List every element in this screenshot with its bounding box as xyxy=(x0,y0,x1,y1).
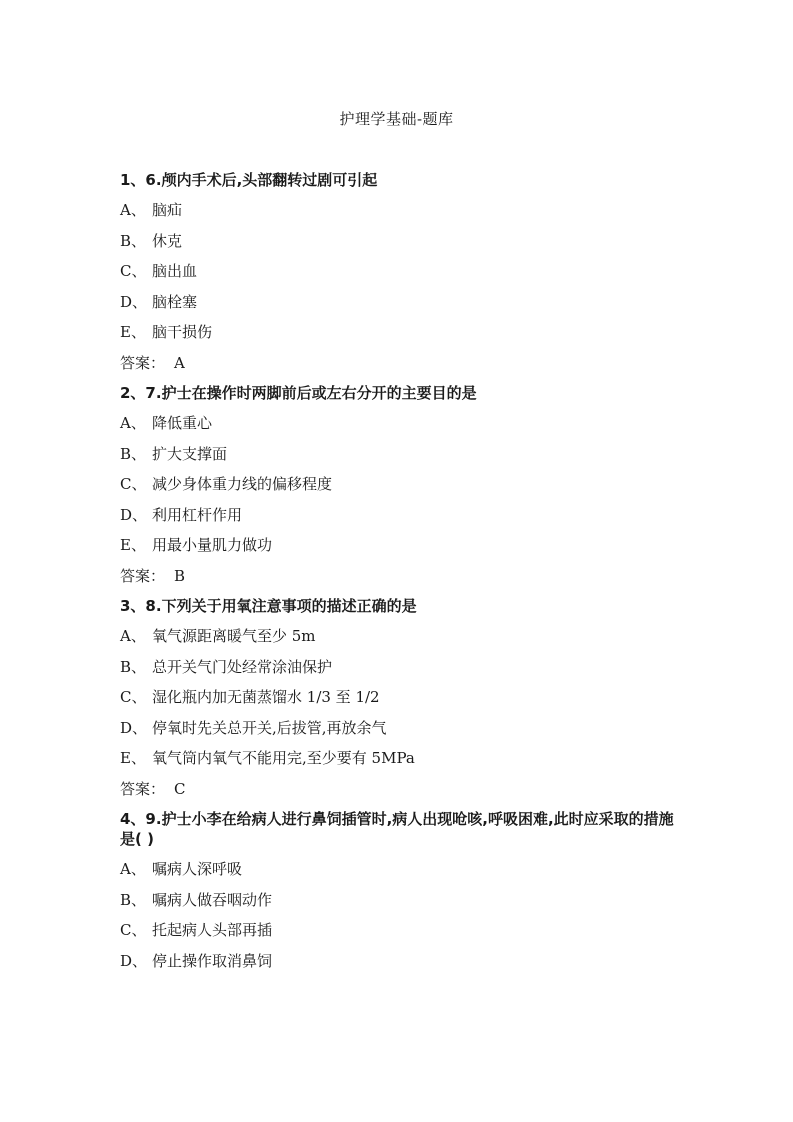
question-text: 4、9.护士小李在给病人进行鼻饲插管时,病人出现呛咳,呼吸困难,此时应采取的措施是( ) xyxy=(120,810,674,848)
option-d xyxy=(120,718,680,738)
option-a xyxy=(120,200,680,220)
option-text: 脑干损伤 xyxy=(152,323,213,341)
option-text: 嘱病人深呼吸 xyxy=(152,860,243,878)
document-title: 护理学基础-题库 xyxy=(339,110,454,128)
option-text: 脑疝 xyxy=(152,201,183,219)
answer-value: C xyxy=(174,779,186,798)
option-letter: C、 xyxy=(120,262,147,280)
option-text: 脑栓塞 xyxy=(152,292,198,311)
option-e xyxy=(120,748,680,768)
option-a xyxy=(120,413,680,433)
answer-value: B xyxy=(174,566,186,585)
option-text: 降低重心 xyxy=(152,414,213,432)
question-text: 3、8.下列关于用氧注意事项的描述正确的是 xyxy=(120,597,417,615)
option-letter: A、 xyxy=(120,627,146,645)
option-letter: D、 xyxy=(120,718,148,737)
question-block xyxy=(120,809,680,971)
option-text: 氧气源距离暖气至少 5m xyxy=(152,627,316,645)
option-e xyxy=(120,535,680,555)
option-b xyxy=(120,231,680,251)
option-letter: E、 xyxy=(120,536,146,554)
answer-label: 答案： xyxy=(120,779,166,798)
option-letter: E、 xyxy=(120,323,146,341)
option-letter: C、 xyxy=(120,921,147,939)
option-letter: A、 xyxy=(120,860,146,878)
question-text: 2、7.护士在操作时两脚前后或左右分开的主要目的是 xyxy=(120,384,477,402)
option-a xyxy=(120,859,680,879)
option-text: 托起病人头部再插 xyxy=(152,921,273,939)
answer-value: A xyxy=(174,353,185,372)
question-text: 1、6.颅内手术后,头部翻转过剧可引起 xyxy=(120,171,378,189)
option-b xyxy=(120,444,680,464)
option-c xyxy=(120,261,680,281)
option-b xyxy=(120,890,680,910)
answer-line xyxy=(120,353,680,373)
option-letter: C、 xyxy=(120,475,147,493)
question-block xyxy=(120,170,680,373)
option-text: 脑出血 xyxy=(152,262,198,280)
option-text: 减少身体重力线的偏移程度 xyxy=(152,475,333,493)
option-a xyxy=(120,626,680,646)
answer-line xyxy=(120,779,680,799)
answer-line xyxy=(120,566,680,586)
option-text: 嘱病人做吞咽动作 xyxy=(152,890,273,909)
option-text: 停止操作取消鼻饲 xyxy=(152,951,273,970)
question-block xyxy=(120,383,680,586)
option-text: 氧气筒内氧气不能用完,至少要有 5MPa xyxy=(152,749,415,767)
question-block xyxy=(120,596,680,799)
option-text: 用最小量肌力做功 xyxy=(152,536,273,554)
option-letter: D、 xyxy=(120,505,148,524)
option-letter: A、 xyxy=(120,201,146,219)
option-letter: E、 xyxy=(120,749,146,767)
option-letter: B、 xyxy=(120,890,147,909)
answer-label: 答案： xyxy=(120,566,166,585)
option-text: 湿化瓶内加无菌蒸馏水 1/3 至 1/2 xyxy=(152,688,380,706)
option-text: 总开关气门处经常涂油保护 xyxy=(152,657,333,676)
option-letter: A、 xyxy=(120,414,146,432)
option-e xyxy=(120,322,680,342)
option-d xyxy=(120,951,680,971)
option-letter: D、 xyxy=(120,292,148,311)
option-d xyxy=(120,505,680,525)
option-text: 停氧时先关总开关,后拔管,再放余气 xyxy=(152,718,387,737)
option-d xyxy=(120,292,680,312)
option-letter: D、 xyxy=(120,951,148,970)
option-c xyxy=(120,920,680,940)
option-letter: B、 xyxy=(120,231,147,250)
option-letter: C、 xyxy=(120,688,147,706)
option-c xyxy=(120,474,680,494)
option-text: 扩大支撑面 xyxy=(152,444,228,463)
option-text: 休克 xyxy=(152,231,183,250)
option-b xyxy=(120,657,680,677)
option-c xyxy=(120,687,680,707)
option-text: 利用杠杆作用 xyxy=(152,505,243,524)
question-list xyxy=(120,170,680,981)
option-letter: B、 xyxy=(120,444,147,463)
option-letter: B、 xyxy=(120,657,147,676)
answer-label: 答案： xyxy=(120,353,166,372)
